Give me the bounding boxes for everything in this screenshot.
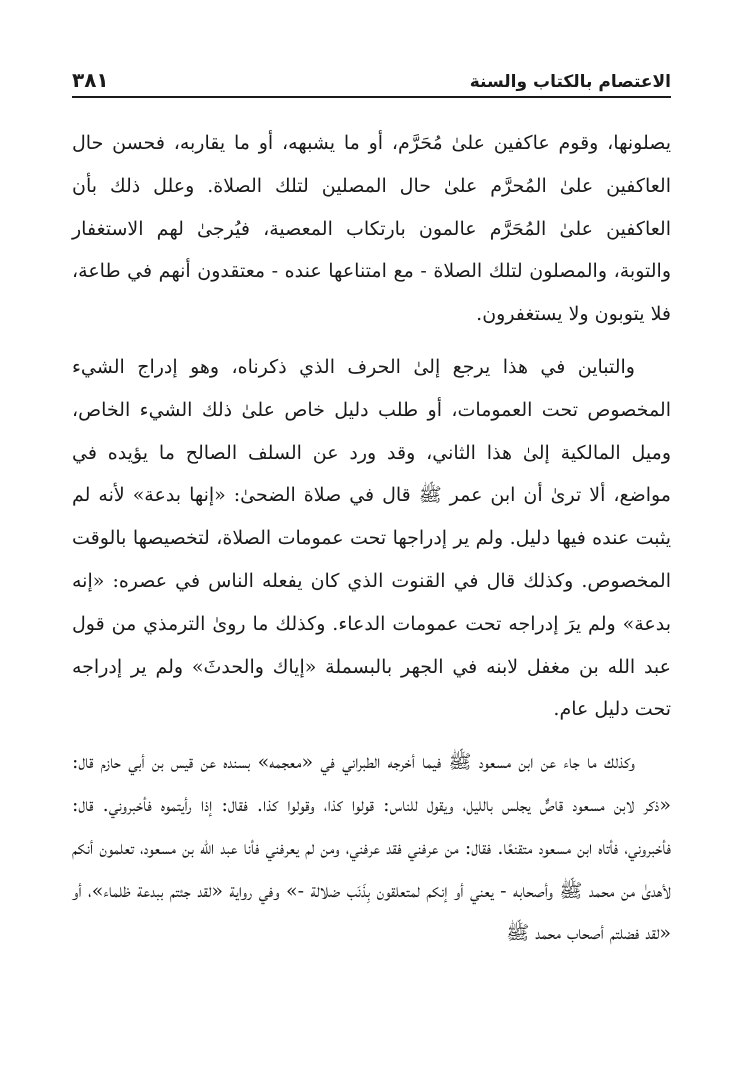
paragraph-1: يصلونها، وقوم عاكفين علىٰ مُحَرَّم، أو ما يشبهه، أو ما يقاربه، فحسن حال العاكفين علىٰ المُحرَّم علىٰ حال المصلين لتلك الصلاة. وعلل ذلك بأن العاكفين علىٰ المُحَرَّم عالمون بارتكاب المعصية، فيُرجىٰ لهم الاستغفار والتوبة، والمصلون لتلك الصلاة - مع امتناعها عنده - معتقدون أنهم في طاعة، فلا يتوبون ولا يستغفرون. [72,132,671,326]
page-body [72,122,671,965]
paragraph-3: وكذلك ما جاء عن ابن مسعود ﷺ فيما أخرجه الطبراني في «معجمه» بسنده عن قيس بن أبي حازم قال: «ذكر لابن مسعود قاصٌّ يجلس بالليل، ويقول للناس: قولوا كذا، وقولوا كذا. فقال: إذا رأيتموه فأخبروني. قال: فأخبروني، فأتاه ابن مسعود متقنعًا. فقال: من عرفني فقد عرفني، ومن لم يعرفني فأنا عبد الله بن مسعود، تعلمون أنكم لأهدىٰ من محمد ﷺ وأصحابه - يعني أو إنكم لمتعلقون بِذَنَب ضلالة -» وفي رواية «لقد جئتم ببدعة ظلماء»، أو «لقد فضلتم أصحاب محمد ﷺ [72,751,671,945]
page-header [72,58,671,98]
page-number: ٣٨١ [72,68,109,92]
paragraph-2: والتباين في هذا يرجع إلىٰ الحرف الذي ذكرناه، وهو إدراج الشيء المخصوص تحت العمومات، أو طلب دليل خاص علىٰ ذلك الشيء الخاص، وميل المالكية إلىٰ هذا الثاني، وقد ورد عن السلف الصالح ما يؤيده في مواضع، ألا ترىٰ أن ابن عمر ﷺ قال في صلاة الضحىٰ: «إنها بدعة» لأنه لم يثبت عنده فيها دليل. ولم ير إدراجها تحت عمومات الصلاة، لتخصيصها بالوقت المخصوص. وكذلك قال في القنوت الذي كان يفعله الناس في عصره: «إنه بدعة» ولم يرَ إدراجه تحت عمومات الدعاء. وكذلك ما روىٰ الترمذي من قول عبد الله بن مغفل لابنه في الجهر بالبسملة «إياك والحدثَ» ولم ير إدراجه تحت دليل عام. [72,355,671,721]
running-title: الاعتصام بالكتاب والسنة [469,72,671,92]
